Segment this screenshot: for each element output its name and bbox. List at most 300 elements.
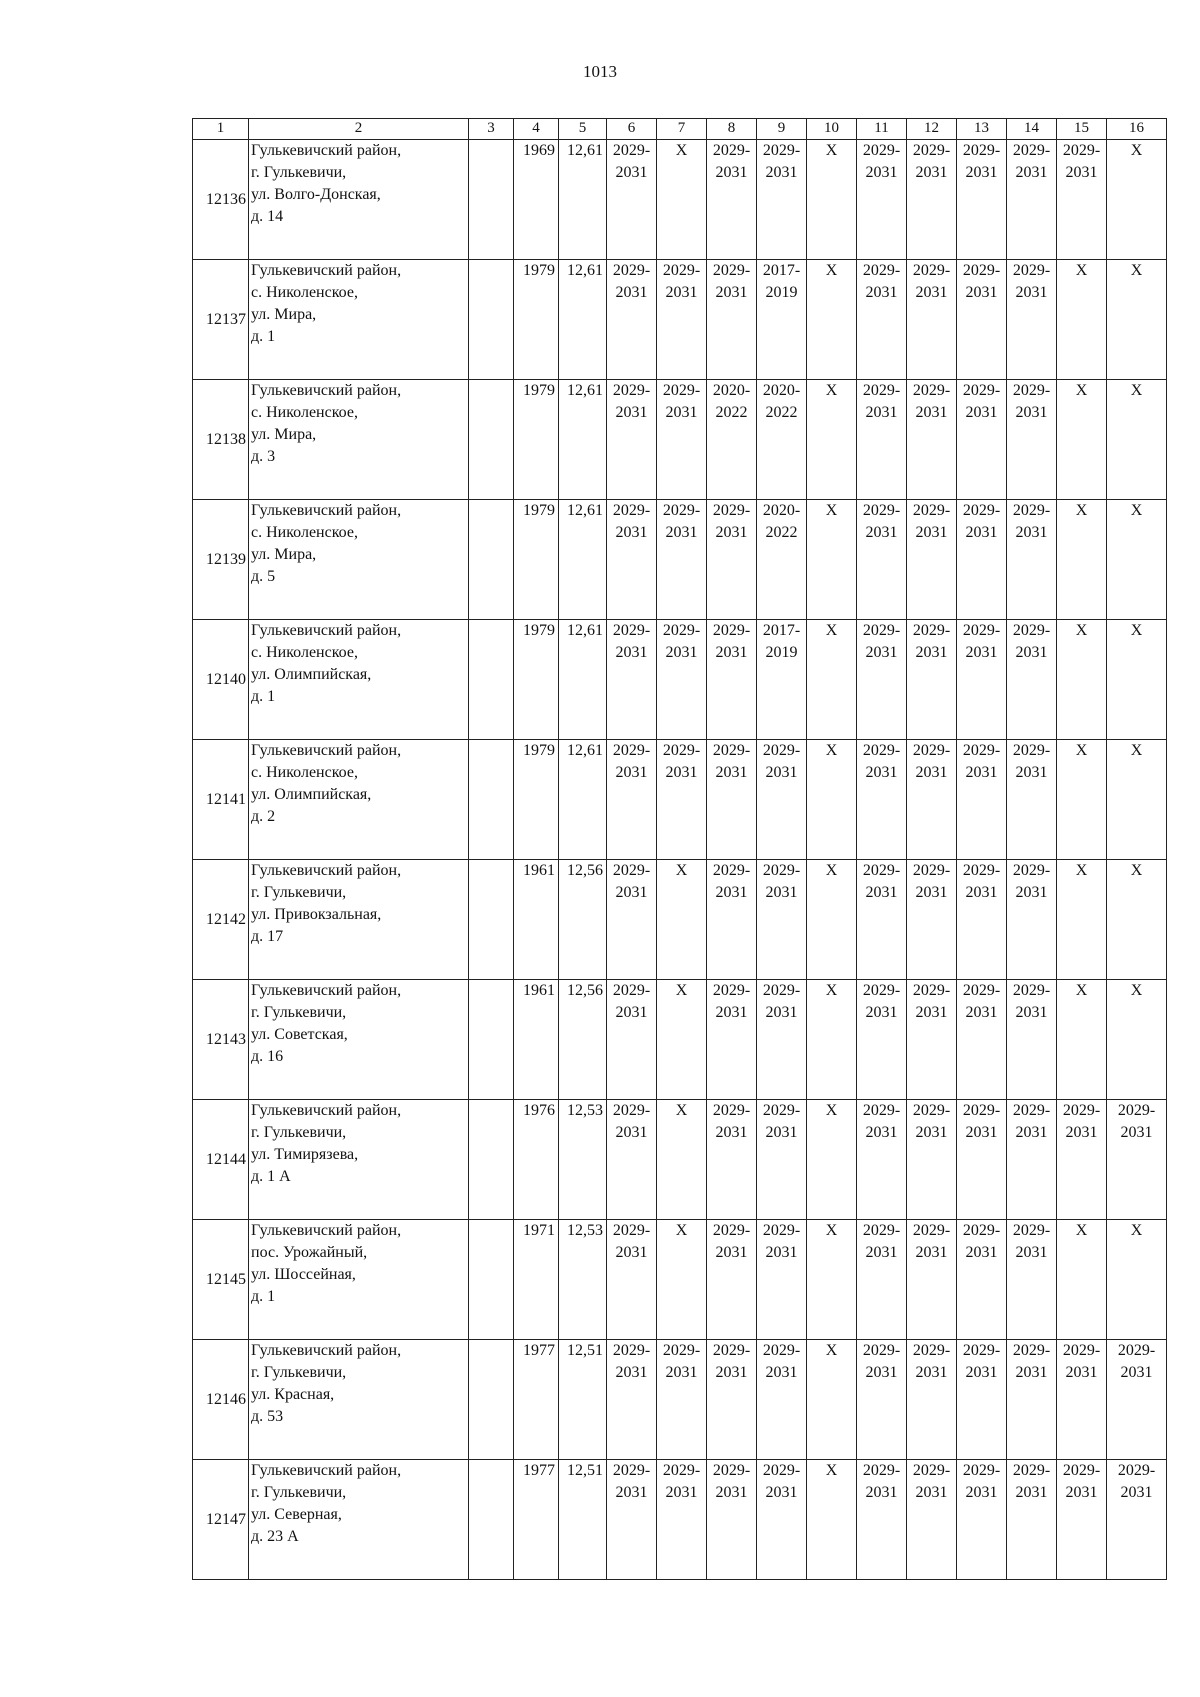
period-cell-col-12 [907,620,957,740]
cell-line: 2029- [1012,142,1051,159]
table-row [193,1220,1167,1340]
cell-line: 2031 [1065,1364,1098,1381]
period-cell-col-16 [1107,860,1167,980]
period-cell-col-9 [757,860,807,980]
column-3-cell [469,1460,514,1580]
rate-cell: 12,61 [559,140,607,260]
cell-line: 2019 [765,284,798,301]
cell-line: Х [675,862,688,879]
cell-line: 2031 [915,1244,948,1261]
column-header-11: 11 [857,119,907,140]
period-cell-col-16 [1107,260,1167,380]
cell-line: Х [825,1462,838,1479]
column-header-1: 1 [193,119,249,140]
cell-line: д. 1 [251,688,276,705]
cell-line: 2031 [715,1484,748,1501]
period-cell-col-7 [657,1100,707,1220]
address-cell [249,1340,469,1460]
cell-line: 2031 [865,1244,898,1261]
rate-cell: 12,53 [559,1100,607,1220]
cell-line: 2031 [915,644,948,661]
period-cell-col-10 [807,140,857,260]
cell-line: Х [1130,982,1143,999]
cell-line: 2031 [715,1244,748,1261]
cell-line: 2029- [712,862,751,879]
row-number: 12138 [193,380,249,500]
period-cell-col-15 [1057,860,1107,980]
row-number: 12139 [193,500,249,620]
period-cell-col-10 [807,1460,857,1580]
cell-line: ул. Тимирязева, [251,1146,359,1163]
cell-line: 2031 [915,1124,948,1141]
period-cell-col-8 [707,260,757,380]
cell-line: 2029- [1012,862,1051,879]
cell-line: 2031 [615,884,648,901]
cell-line: Х [675,982,688,999]
cell-line: 2029- [1012,1222,1051,1239]
cell-line: 2031 [615,1124,648,1141]
row-number: 12143 [193,980,249,1100]
period-cell-col-10 [807,380,857,500]
cell-line: ул. Олимпийская, [251,786,372,803]
cell-line: 2031 [915,404,948,421]
cell-line: 2029- [912,262,951,279]
year-cell: 1977 [514,1340,559,1460]
cell-line: 2031 [865,284,898,301]
cell-line: 2029- [962,1222,1001,1239]
cell-line: 2031 [715,284,748,301]
cell-line: 2031 [1015,284,1048,301]
cell-line: 2031 [715,1364,748,1381]
cell-line: Х [825,142,838,159]
cell-line: д. 1 [251,1288,276,1305]
cell-line: 2029- [1117,1102,1156,1119]
cell-line: 2031 [865,164,898,181]
year-cell: 1976 [514,1100,559,1220]
period-cell-col-6 [607,140,657,260]
period-cell-col-11 [857,860,907,980]
column-3-cell [469,1100,514,1220]
cell-line: 2031 [865,1364,898,1381]
period-cell-col-9 [757,500,807,620]
cell-line: с. Николенское, [251,644,358,661]
table-body [193,140,1167,1580]
cell-line: 2029- [1062,142,1101,159]
cell-line: Х [825,1102,838,1119]
cell-line: 2031 [965,404,998,421]
cell-line: Гулькевичский район, [251,502,402,519]
column-header-10: 10 [807,119,857,140]
cell-line: Х [1075,982,1088,999]
period-cell-col-10 [807,980,857,1100]
cell-line: 2029- [1062,1102,1101,1119]
cell-line: ул. Мира, [251,426,317,443]
period-cell-col-6 [607,1460,657,1580]
cell-line: ул. Советская, [251,1026,348,1043]
cell-line: 2029- [712,1222,751,1239]
table-row [193,1100,1167,1220]
cell-line: Х [825,1222,838,1239]
cell-line: 2029- [912,1102,951,1119]
cell-line: Гулькевичский район, [251,1222,402,1239]
cell-line: 2031 [1065,1124,1098,1141]
cell-line: 2029- [1012,382,1051,399]
period-cell-col-11 [857,380,907,500]
cell-line: Х [1075,862,1088,879]
period-cell-col-7 [657,260,707,380]
cell-line: пос. Урожайный, [251,1244,368,1261]
cell-line: г. Гулькевичи, [251,1364,347,1381]
cell-line: 2031 [765,1484,798,1501]
table-row [193,860,1167,980]
address-cell [249,1100,469,1220]
rate-cell: 12,56 [559,860,607,980]
cell-line: 2029- [612,742,651,759]
cell-line: 2029- [962,1462,1001,1479]
cell-line: 2029- [1012,1342,1051,1359]
cell-line: 2017- [762,262,801,279]
cell-line: Гулькевичский район, [251,1462,402,1479]
cell-line: Х [1075,262,1088,279]
rate-cell: 12,61 [559,740,607,860]
column-header-9: 9 [757,119,807,140]
period-cell-col-6 [607,1340,657,1460]
cell-line: д. 23 А [251,1528,299,1545]
cell-line: 2031 [1015,764,1048,781]
period-cell-col-10 [807,1340,857,1460]
period-cell-col-8 [707,500,757,620]
column-3-cell [469,1340,514,1460]
cell-line: 2031 [1015,1484,1048,1501]
page-number: 1013 [583,62,617,81]
period-cell-col-10 [807,1220,857,1340]
year-cell: 1961 [514,980,559,1100]
cell-line: 2029- [762,982,801,999]
period-cell-col-7 [657,740,707,860]
cell-line: 2031 [615,284,648,301]
cell-line: 2031 [615,164,648,181]
cell-line: 2029- [612,502,651,519]
cell-line: 2031 [865,524,898,541]
cell-line: Х [1130,262,1143,279]
cell-line: 2029- [1012,502,1051,519]
cell-line: 2031 [665,764,698,781]
cell-line: 2031 [665,404,698,421]
cell-line: 2031 [965,1484,998,1501]
period-cell-col-8 [707,620,757,740]
cell-line: 2031 [865,764,898,781]
period-cell-col-11 [857,1340,907,1460]
period-cell-col-11 [857,620,907,740]
cell-line: 2031 [665,284,698,301]
period-cell-col-6 [607,500,657,620]
cell-line: 2031 [765,164,798,181]
address-cell [249,860,469,980]
period-cell-col-16 [1107,380,1167,500]
period-cell-col-16 [1107,740,1167,860]
period-cell-col-14 [1007,1340,1057,1460]
period-cell-col-16 [1107,1460,1167,1580]
cell-line: 2031 [615,644,648,661]
cell-line: 2029- [912,742,951,759]
address-cell [249,740,469,860]
column-3-cell [469,740,514,860]
year-cell: 1979 [514,500,559,620]
address-cell [249,260,469,380]
period-cell-col-12 [907,1460,957,1580]
row-number: 12136 [193,140,249,260]
period-cell-col-6 [607,980,657,1100]
cell-line: с. Николенское, [251,764,358,781]
period-cell-col-15 [1057,500,1107,620]
cell-line: 2029- [612,1342,651,1359]
period-cell-col-10 [807,860,857,980]
period-cell-col-11 [857,140,907,260]
cell-line: 2031 [615,1004,648,1021]
cell-line: ул. Мира, [251,306,317,323]
cell-line: 2029- [662,502,701,519]
cell-line: 2029- [662,262,701,279]
cell-line: Гулькевичский район, [251,862,402,879]
period-cell-col-15 [1057,1460,1107,1580]
cell-line: 2029- [912,622,951,639]
cell-line: Гулькевичский район, [251,262,402,279]
cell-line: 2029- [1012,262,1051,279]
cell-line: 2029- [712,622,751,639]
period-cell-col-6 [607,740,657,860]
cell-line: 2031 [865,1124,898,1141]
cell-line: г. Гулькевичи, [251,1124,347,1141]
cell-line: 2029- [762,1462,801,1479]
period-cell-col-16 [1107,1340,1167,1460]
cell-line: 2031 [965,524,998,541]
period-cell-col-13 [957,380,1007,500]
period-cell-col-7 [657,500,707,620]
address-cell [249,140,469,260]
period-cell-col-9 [757,260,807,380]
cell-line: 2031 [965,1244,998,1261]
table-row [193,500,1167,620]
cell-line: 2029- [962,262,1001,279]
period-cell-col-14 [1007,1460,1057,1580]
cell-line: Х [1075,622,1088,639]
cell-line: Х [1075,502,1088,519]
cell-line: 2029- [962,142,1001,159]
cell-line: 2031 [915,284,948,301]
cell-line: 2031 [865,1484,898,1501]
cell-line: 2031 [915,1484,948,1501]
cell-line: 2031 [1015,1124,1048,1141]
cell-line: 2029- [762,1222,801,1239]
column-3-cell [469,380,514,500]
period-cell-col-16 [1107,1220,1167,1340]
cell-line: с. Николенское, [251,524,358,541]
period-cell-col-9 [757,980,807,1100]
period-cell-col-11 [857,740,907,860]
cell-line: д. 17 [251,928,284,945]
table-row [193,380,1167,500]
cell-line: 2031 [1015,1244,1048,1261]
cell-line: 2031 [615,1484,648,1501]
period-cell-col-10 [807,620,857,740]
cell-line: Х [1075,742,1088,759]
cell-line: 2031 [1015,644,1048,661]
cell-line: 2031 [915,884,948,901]
cell-line: Х [1075,1222,1088,1239]
period-cell-col-8 [707,980,757,1100]
column-3-cell [469,260,514,380]
cell-line: 2029- [862,142,901,159]
period-cell-col-9 [757,740,807,860]
period-cell-col-12 [907,1220,957,1340]
cell-line: Х [825,862,838,879]
period-cell-col-14 [1007,500,1057,620]
rate-cell: 12,61 [559,260,607,380]
period-cell-col-6 [607,260,657,380]
cell-line: 2029- [612,862,651,879]
period-cell-col-9 [757,620,807,740]
cell-line: 2029- [612,982,651,999]
rate-cell: 12,56 [559,980,607,1100]
header-row [193,119,1167,140]
cell-line: 2029- [612,382,651,399]
period-cell-col-12 [907,860,957,980]
period-cell-col-6 [607,620,657,740]
column-header-4: 4 [514,119,559,140]
cell-line: Х [825,262,838,279]
period-cell-col-8 [707,1460,757,1580]
cell-line: 2031 [1015,884,1048,901]
period-cell-col-12 [907,500,957,620]
cell-line: ул. Шоссейная, [251,1266,356,1283]
cell-line: Х [825,382,838,399]
cell-line: 2022 [765,404,798,421]
period-cell-col-11 [857,980,907,1100]
cell-line: Х [1130,622,1143,639]
period-cell-col-10 [807,500,857,620]
period-cell-col-10 [807,740,857,860]
cell-line: 2029- [862,502,901,519]
period-cell-col-12 [907,260,957,380]
period-cell-col-11 [857,500,907,620]
cell-line: 2029- [862,982,901,999]
table-row [193,740,1167,860]
cell-line: 2031 [615,524,648,541]
cell-line: 2029- [1117,1342,1156,1359]
cell-line: 2020- [762,382,801,399]
address-cell [249,500,469,620]
cell-line: 2031 [1015,1004,1048,1021]
cell-line: 2029- [862,1342,901,1359]
period-cell-col-7 [657,860,707,980]
cell-line: 2031 [865,644,898,661]
cell-line: 2029- [1117,1462,1156,1479]
cell-line: ул. Красная, [251,1386,335,1403]
column-3-cell [469,140,514,260]
cell-line: 2029- [712,1102,751,1119]
period-cell-col-11 [857,1100,907,1220]
year-cell: 1971 [514,1220,559,1340]
cell-line: 2031 [715,764,748,781]
cell-line: 2029- [862,1222,901,1239]
period-cell-col-6 [607,1220,657,1340]
period-cell-col-8 [707,1220,757,1340]
cell-line: Х [1130,382,1143,399]
row-number: 12137 [193,260,249,380]
cell-line: 2029- [912,382,951,399]
cell-line: Х [1075,382,1088,399]
column-header-12: 12 [907,119,957,140]
table-row [193,1460,1167,1580]
period-cell-col-13 [957,620,1007,740]
period-cell-col-9 [757,1460,807,1580]
period-cell-col-8 [707,860,757,980]
period-cell-col-9 [757,140,807,260]
cell-line: 2029- [962,742,1001,759]
period-cell-col-13 [957,500,1007,620]
cell-line: 2031 [665,1484,698,1501]
period-cell-col-13 [957,980,1007,1100]
cell-line: 2031 [1120,1484,1153,1501]
cell-line: 2031 [665,644,698,661]
cell-line: 2031 [765,884,798,901]
cell-line: Х [1130,742,1143,759]
column-header-14: 14 [1007,119,1057,140]
period-cell-col-14 [1007,620,1057,740]
cell-line: Х [1130,502,1143,519]
cell-line: 2031 [965,764,998,781]
period-cell-col-6 [607,1100,657,1220]
cell-line: д. 14 [251,208,284,225]
address-cell [249,380,469,500]
period-cell-col-7 [657,980,707,1100]
cell-line: 2029- [962,862,1001,879]
period-cell-col-9 [757,1100,807,1220]
cell-line: 2029- [912,982,951,999]
cell-line: 2031 [915,764,948,781]
cell-line: 2029- [962,982,1001,999]
cell-line: 2031 [965,884,998,901]
period-cell-col-14 [1007,860,1057,980]
cell-line: д. 53 [251,1408,284,1425]
period-cell-col-16 [1107,140,1167,260]
period-cell-col-13 [957,1100,1007,1220]
cell-line: 2029- [1012,622,1051,639]
rate-cell: 12,61 [559,500,607,620]
year-cell: 1979 [514,260,559,380]
period-cell-col-13 [957,1340,1007,1460]
cell-line: Х [675,1222,688,1239]
cell-line: 2029- [762,142,801,159]
cell-line: 2029- [712,142,751,159]
period-cell-col-12 [907,1340,957,1460]
cell-line: Х [1130,862,1143,879]
column-header-8: 8 [707,119,757,140]
cell-line: Гулькевичский район, [251,382,402,399]
period-cell-col-13 [957,1220,1007,1340]
cell-line: 2029- [1062,1462,1101,1479]
cell-line: 2031 [1120,1364,1153,1381]
period-cell-col-12 [907,740,957,860]
cell-line: 2029- [962,502,1001,519]
cell-line: Гулькевичский район, [251,982,402,999]
period-cell-col-8 [707,1100,757,1220]
cell-line: 2029- [962,1102,1001,1119]
period-cell-col-14 [1007,140,1057,260]
cell-line: 2031 [615,1244,648,1261]
cell-line: 2031 [965,1124,998,1141]
cell-line: 2029- [612,142,651,159]
